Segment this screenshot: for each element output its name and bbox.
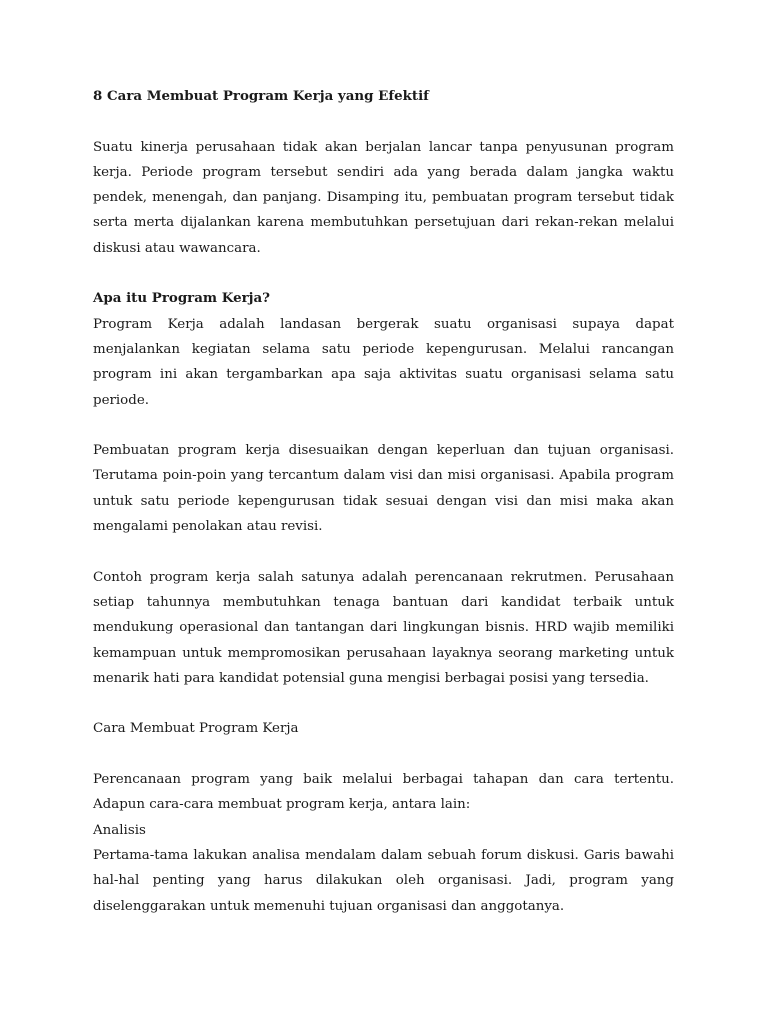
paragraph-definition: Program Kerja adalah landasan bergerak suatu organisasi supaya dapat menjalankan kegiatan selama satu periode kepengurusan. Melalui rancangan program ini akan tergambarkan apa saja aktivitas suatu organisasi selama satu periode. [93,316,674,408]
sub-heading-analysis: Analisis [93,822,146,838]
intro-paragraph: Suatu kinerja perusahaan tidak akan berjalan lancar tanpa penyusunan program kerja. Periode program tersebut sendiri ada yang berada dalam jangka waktu pendek, menengah, dan panjang. Disamping itu, pembuatan program tersebut tidak serta merta dijalankan karena membutuhkan persetujuan dari rekan-rekan melalui diskusi atau wawancara. [93,139,674,256]
paragraph-steps-intro: Perencanaan program yang baik melalui berbagai tahapan dan cara tertentu. Adapun cara-cara membuat program kerja, antara lain: [93,772,674,813]
spacer [93,691,674,716]
document-title: 8 Cara Membuat Program Kerja yang Efektif [93,88,429,104]
paragraph-purpose: Pembuatan program kerja disesuaikan dengan keperluan dan tujuan organisasi. Terutama poin-poin yang tercantum dalam visi dan misi organisasi. Apabila program untuk satu periode kepengurusan tidak sesuai dengan visi dan misi maka akan mengalami penolakan atau revisi. [93,443,674,535]
section-heading-how-to: Cara Membuat Program Kerja [93,721,299,737]
paragraph-example: Contoh program kerja salah satunya adalah perencanaan rekrutmen. Perusahaan setiap tahunnya membutuhkan tenaga bantuan dari kandidat terbaik untuk mendukung operasional dan tantangan dari lingkungan bisnis. HRD wajib memiliki kemampuan untuk mempromosikan perusahaan layaknya seorang marketing untuk menarik hati para kandidat potensial guna mengisi berbagai posisi yang tersedia. [93,569,674,686]
spacer [93,413,674,438]
spacer [93,742,674,767]
section-heading-what-is: Apa itu Program Kerja? [93,290,271,307]
document-body [93,84,674,919]
spacer [93,261,674,286]
spacer [93,539,674,564]
spacer [93,109,674,134]
paragraph-analysis: Pertama-tama lakukan analisa mendalam dalam sebuah forum diskusi. Garis bawahi hal-hal penting yang harus dilakukan oleh organisasi. Jadi, program yang diselenggarakan untuk memenuhi tujuan organisasi dan anggotanya. [93,847,674,914]
